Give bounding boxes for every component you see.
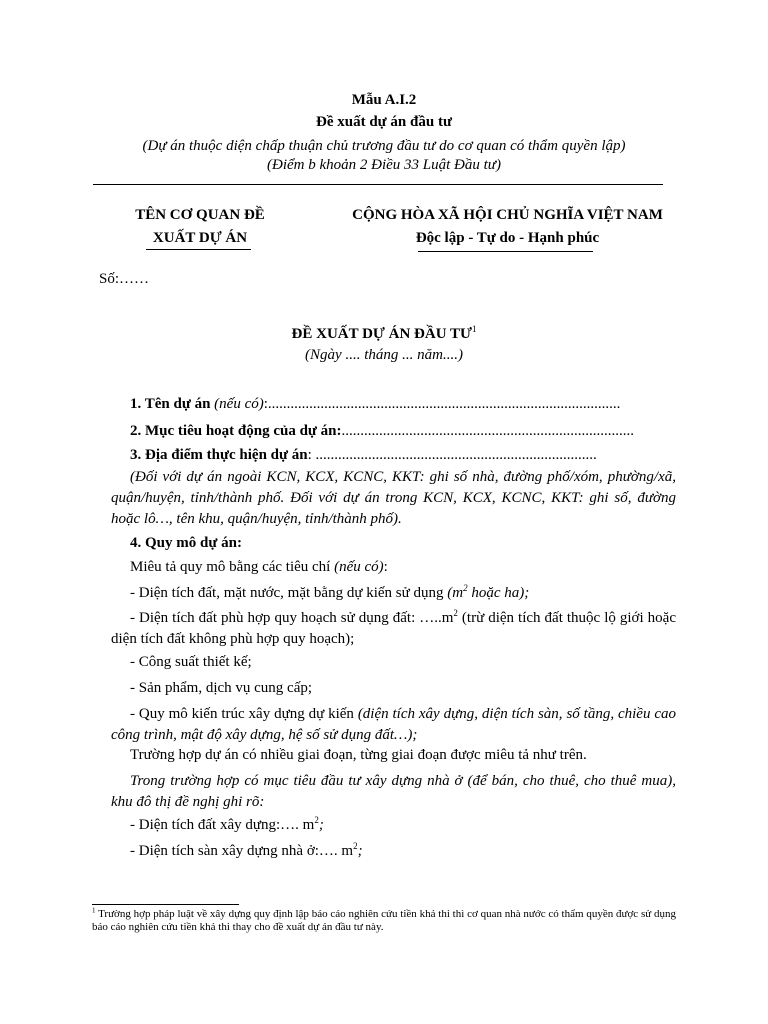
scale-description-text: Miêu tả quy mô bằng các tiêu chí [130,559,335,575]
footnote-ref: 1 [471,324,477,334]
bullet-land-area-sup: 2 [463,583,468,593]
form-subtitle-2: (Điểm b khoản 2 Điều 33 Luật Đầu tư) [267,157,501,173]
bullet-planned-area [111,608,676,650]
housing-floor-area-end: ; [357,843,363,859]
form-title: Đề xuất dự án đầu tư [316,114,452,130]
housing-land-area-text: - Diện tích đất xây dựng:…. m [130,817,315,833]
item-2-dots: .............................................................................. [341,423,635,439]
footnote-mark: 1 [92,906,96,915]
scale-description-colon: : [383,559,388,575]
footnote-text: Trường hợp pháp luật về xây dựng quy định lập báo cáo nghiên cứu tiền khả thi thì cơ quan nhà nước có thẩm quyền được sử dụng báo cáo nghiên cứu tiền khả thi thay cho đề xuất dự án đầu tư này. [92,908,676,933]
housing-land-area [130,815,676,836]
bullet-land-area-text: - Diện tích đất, mặt nước, mặt bằng dự kiến sử dụng [130,585,448,601]
item-2-label: 2. Mục tiêu hoạt động của dự án: [130,423,342,439]
bullet-products: - Sản phẩm, dịch vụ cung cấp; [130,680,313,696]
item-1-dots: :.............................................................................................. [263,396,621,412]
bullet-land-area-note: (m [447,585,464,601]
footnote [92,908,676,934]
bullet-architecture-text: - Quy mô kiến trúc xây dựng dự kiến [130,706,358,722]
item-4-label: 4. Quy mô dự án: [130,535,242,551]
item-3-dots: : ........................................................................... [307,447,597,463]
housing-land-area-end: ; [318,817,324,833]
document-number: Số:…… [99,271,150,287]
header-rule [93,184,663,185]
bullet-planned-area-text: - Diện tích đất phù hợp quy hoạch sử dụng đất: …..m [130,610,454,626]
agency-line-1: TÊN CƠ QUAN ĐỀ [135,207,265,223]
document-title-text: ĐỀ XUẤT DỰ ÁN ĐẦU TƯ [291,326,472,342]
item-1-note: (nếu có) [214,396,264,412]
item-project-name [130,394,676,415]
bullet-capacity: - Công suất thiết kế; [130,654,252,670]
agency-underline [146,249,251,250]
item-3-note: (Đối với dự án ngoài KCN, KCX, KCNC, KKT: ghi số nhà, đường phố/xóm, phường/xã, quận/huyện, tỉnh/thành phố. Đối với dự án trong KCN, KCX, KCNC, KKT: ghi số, đường hoặc lô…, tên khu, quận/huyện, tỉnh/thành phố). [111,469,676,527]
scale-description-note: (nếu có) [334,559,384,575]
agency-line-2: XUẤT DỰ ÁN [152,230,248,246]
item-1-label: 1. Tên dự án [130,396,211,412]
item-objectives [130,421,676,442]
motto-underline [418,251,593,252]
item-location [130,445,676,466]
nation-motto: Độc lập - Tự do - Hạnh phúc [415,230,600,246]
housing-note: Trong trường hợp có mục tiêu đầu tư xây dựng nhà ở (để bán, cho thuê, cho thuê mua), khu đô thị đề nghị ghi rõ: [111,773,676,810]
bullet-land-area-note-end: hoặc ha); [467,585,530,601]
form-subtitle-1: (Dự án thuộc diện chấp thuận chủ trương đầu tư do cơ quan có thẩm quyền lập) [142,138,626,154]
document-date: (Ngày .... tháng ... năm....) [305,347,463,363]
item-3-label: 3. Địa điểm thực hiện dự án [130,447,308,463]
bullet-planned-area-sup: 2 [453,608,458,618]
housing-land-area-sup: 2 [314,815,319,825]
form-code: Mẫu A.I.2 [351,92,417,108]
footnote-separator [92,904,239,905]
bullet-land-area [130,583,676,604]
nation-name: CỘNG HÒA XÃ HỘI CHỦ NGHĨA VIỆT NAM [352,207,663,223]
bullet-architecture-note: (diện tích xây dựng, diện tích sàn, số tầng, chiều cao công trình, mật độ xây dựng, hệ số sử dụng đất…); [111,706,676,743]
housing-floor-area [130,841,676,862]
phase-note: Trường hợp dự án có nhiều giai đoạn, từng giai đoạn được miêu tả như trên. [130,747,587,763]
bullet-planned-area-rest: (trừ diện tích đất thuộc lộ giới hoặc diện tích đất không phù hợp quy hoạch); [111,610,676,647]
bullet-architecture [111,704,676,746]
document-title [0,326,768,343]
housing-floor-area-text: - Diện tích sàn xây dựng nhà ở:…. m [130,843,354,859]
housing-floor-area-sup: 2 [353,841,358,851]
scale-description [130,557,676,578]
